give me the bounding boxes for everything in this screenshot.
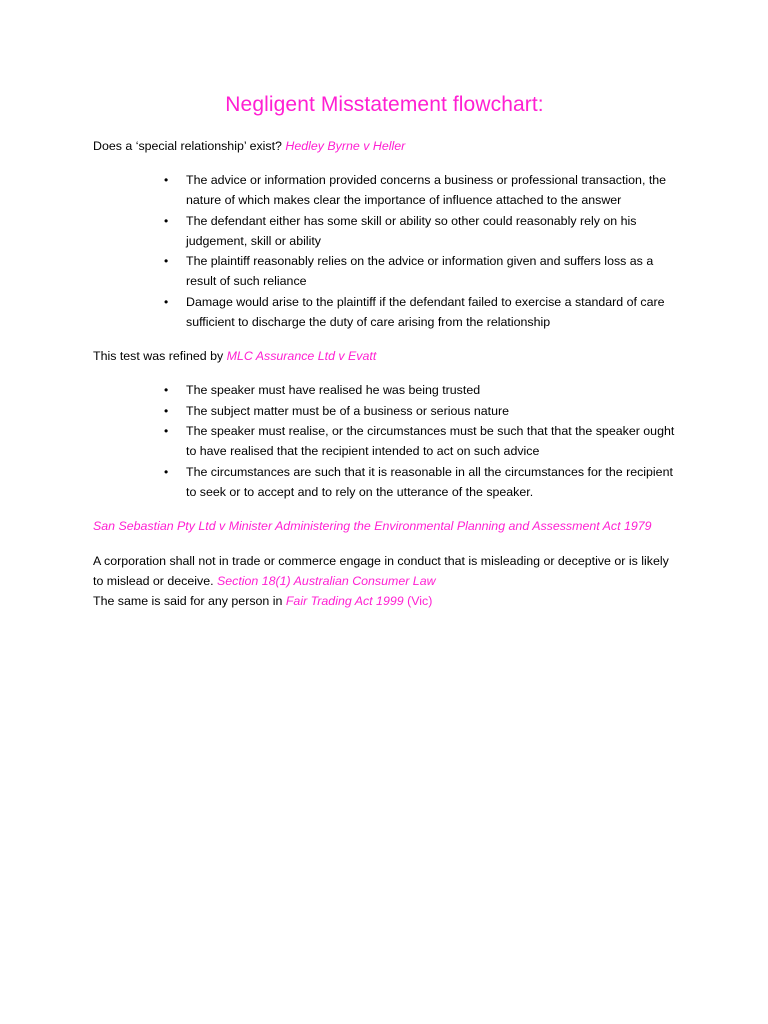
list-item xyxy=(164,401,676,421)
list-item-text: The circumstances are such that it is reasonable in all the circumstances for the recipient to seek or to accept and to rely on the utterance of the speaker. xyxy=(186,464,673,499)
case-citation-mlc-assurance: MLC Assurance Ltd v Evatt xyxy=(226,349,377,364)
fair-trading-text: The same is said for any person in xyxy=(93,594,283,609)
bullet-icon: • xyxy=(164,294,169,309)
misleading-conduct-text: A corporation shall not in trade or commerce engage in conduct that is misleading or deceptive or is likely to mislead or deceive. xyxy=(93,554,669,589)
statute-citation-fair-trading-act: Fair Trading Act 1999 xyxy=(285,594,404,609)
bullet-icon: • xyxy=(164,423,169,438)
list-item-text: The subject matter must be of a business or serious nature xyxy=(186,403,510,418)
list-item-text: The advice or information provided concerns a business or professional transaction, the nature of which makes clear the importance of influence attached to the answer xyxy=(186,173,667,208)
list-item xyxy=(164,170,676,211)
bullet-icon: • xyxy=(164,383,169,398)
list-item-text: The speaker must realise, or the circumstances must be such that that the speaker ought to have realised that the recipient intended to act on such advice xyxy=(186,423,675,459)
list-item-text: The defendant either has some skill or ability so other could reasonably rely on his judgement, skill or ability xyxy=(186,213,637,248)
misleading-conduct-paragraph xyxy=(93,551,676,611)
special-relationship-criteria-list xyxy=(93,170,676,332)
refined-criteria-list xyxy=(93,380,676,502)
special-relationship-question xyxy=(93,136,676,156)
san-sebastian-paragraph xyxy=(93,516,676,536)
list-item-text: The speaker must have realised he was being trusted xyxy=(186,383,481,398)
case-citation-san-sebastian: San Sebastian Pty Ltd v Minister Administering the Environmental Planning and Assessment Act 1979 xyxy=(93,519,652,534)
page-title: Negligent Misstatement flowchart: xyxy=(225,93,544,116)
list-item xyxy=(164,211,676,252)
list-item xyxy=(164,380,676,400)
list-item xyxy=(164,292,676,333)
jurisdiction-label: (Vic) xyxy=(407,594,433,609)
list-item-text: Damage would arise to the plaintiff if the defendant failed to exercise a standard of care sufficient to discharge the duty of care arising from the relationship xyxy=(186,294,665,330)
bullet-icon: • xyxy=(164,173,169,187)
case-citation-hedley-byrne: Hedley Byrne v Heller xyxy=(285,139,406,153)
list-item xyxy=(164,421,676,462)
list-item-text: The plaintiff reasonably relies on the advice or information given and suffers loss as a result of such reliance xyxy=(186,254,654,289)
question-text: Does a ‘special relationship’ exist? xyxy=(93,139,282,153)
bullet-icon: • xyxy=(164,213,169,228)
bullet-icon: • xyxy=(164,403,169,418)
refined-intro: This test was refined by xyxy=(93,349,224,364)
list-item xyxy=(164,251,676,292)
statute-citation-acl: Section 18(1) Australian Consumer Law xyxy=(216,574,436,589)
list-item xyxy=(164,462,676,503)
bullet-icon: • xyxy=(164,254,169,269)
refined-test-paragraph xyxy=(93,346,676,366)
bullet-icon: • xyxy=(164,464,169,479)
